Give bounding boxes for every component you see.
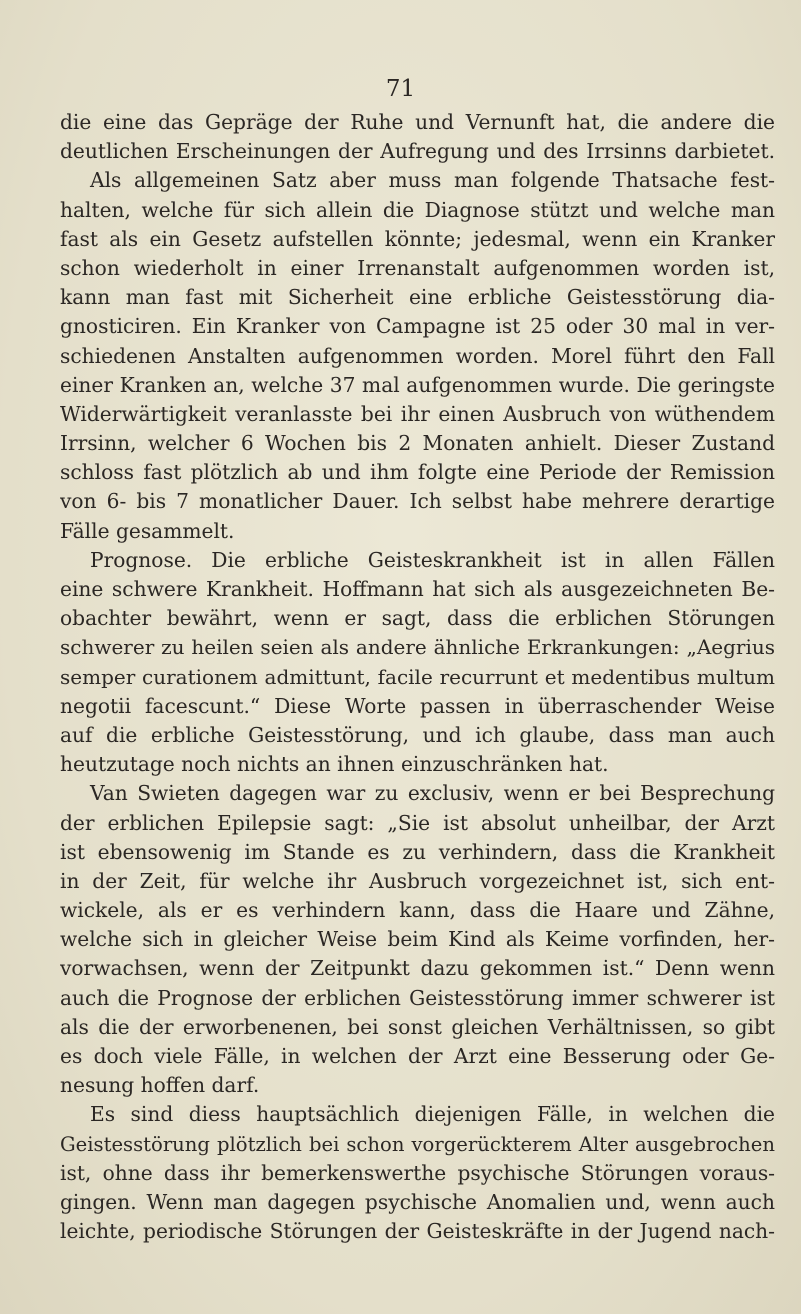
text-line: Van Swieten dagegen war zu exclusiv, wenn er bei Besprechung: [90, 781, 775, 806]
text-line: eine schwere Krankheit. Hoffmann hat sich als ausgezeichneten Be-: [60, 577, 775, 601]
text-line: als die der erworbenenen, bei sonst gleichen Verhältnissen, so gibt: [60, 1014, 775, 1039]
text-line: wickele, als er es verhindern kann, dass die Haare und Zähne,: [60, 898, 775, 923]
text-line: welche sich in gleicher Weise beim Kind als Keime vorfinden, her-: [60, 927, 775, 952]
text-line: fast als ein Gesetz aufstellen könnte; jedesmal, wenn ein Kranker: [60, 226, 775, 251]
text-line: schwerer zu heilen seien als andere ähnliche Erkrankungen: „Aegrius: [60, 635, 775, 660]
text-line: schiedenen Anstalten aufgenommen worden. Morel führt den Fall: [60, 343, 775, 368]
text-line: die eine das Gepräge der Ruhe und Vernunft hat, die andere die: [60, 110, 775, 134]
text-line: Geistesstörung plötzlich bei schon vorgerückterem Alter ausgebrochen: [60, 1132, 775, 1156]
text-line: obachter bewährt, wenn er sagt, dass die erblichen Störungen: [60, 606, 775, 631]
section-heading-line: Prognose. Die erbliche Geisteskrankheit ist in allen Fällen: [90, 547, 775, 572]
text-line: Als allgemeinen Satz aber muss man folgende Thatsache fest-: [90, 168, 775, 193]
text-line: leichte, periodische Störungen der Geisteskräfte in der Jugend nach-: [60, 1219, 775, 1244]
text-line: von 6- bis 7 monatlicher Dauer. Ich selbst habe mehrere derartige: [60, 489, 775, 514]
text-line: einer Kranken an, welche 37 mal aufgenommen wurde. Die geringste: [60, 372, 775, 397]
text-line: semper curationem admittunt, facile recurrunt et medentibus multum: [60, 664, 775, 689]
text-line: heutzutage noch nichts an ihnen einzuschränken hat.: [60, 752, 609, 777]
text-line: halten, welche für sich allein die Diagnose stützt und welche man: [60, 197, 775, 222]
text-line: Widerwärtigkeit veranlasste bei ihr einen Ausbruch von wüthendem: [60, 401, 775, 426]
text-line: Es sind diess hauptsächlich diejenigen Fälle, in welchen die: [90, 1102, 775, 1127]
text-line: gnosticiren. Ein Kranker von Campagne ist 25 oder 30 mal in ver-: [60, 314, 775, 339]
text-line: auf die erbliche Geistesstörung, und ich glaube, dass man auch: [60, 722, 775, 747]
text-line: deutlichen Erscheinungen der Aufregung und des Irrsinns darbietet.: [60, 139, 775, 164]
text-line: gingen. Wenn man dagegen psychische Anomalien und, wenn auch: [60, 1189, 775, 1214]
page-number: 71: [385, 76, 416, 102]
body-text: [60, 108, 775, 1246]
text-line: ist, ohne dass ihr bemerkenswerthe psychische Störungen voraus-: [60, 1160, 775, 1185]
text-line: es doch viele Fälle, in welchen der Arzt eine Besserung oder Ge-: [60, 1044, 775, 1068]
text-line: schloss fast plötzlich ab und ihm folgte eine Periode der Remission: [60, 460, 775, 485]
text-line: der erblichen Epilepsie sagt: „Sie ist absolut unheilbar, der Arzt: [60, 810, 775, 835]
text-line: nesung hoffen darf.: [60, 1073, 260, 1098]
text-line: ist ebensowenig im Stande es zu verhindern, dass die Krankheit: [60, 839, 775, 864]
text-line: kann man fast mit Sicherheit eine erbliche Geistesstörung dia-: [60, 285, 775, 310]
text-line: auch die Prognose der erblichen Geistesstörung immer schwerer ist: [60, 985, 775, 1010]
text-line: negotii facescunt.“ Diese Worte passen in überraschender Weise: [60, 693, 775, 718]
text-line: Fälle gesammelt.: [60, 518, 235, 543]
text-line: in der Zeit, für welche ihr Ausbruch vorgezeichnet ist, sich ent-: [60, 868, 775, 893]
text-line: vorwachsen, wenn der Zeitpunkt dazu gekommen ist.“ Denn wenn: [60, 956, 775, 981]
text-line: Irrsinn, welcher 6 Wochen bis 2 Monaten anhielt. Dieser Zustand: [60, 431, 775, 456]
text-line: schon wiederholt in einer Irrenanstalt aufgenommen worden ist,: [60, 255, 775, 280]
